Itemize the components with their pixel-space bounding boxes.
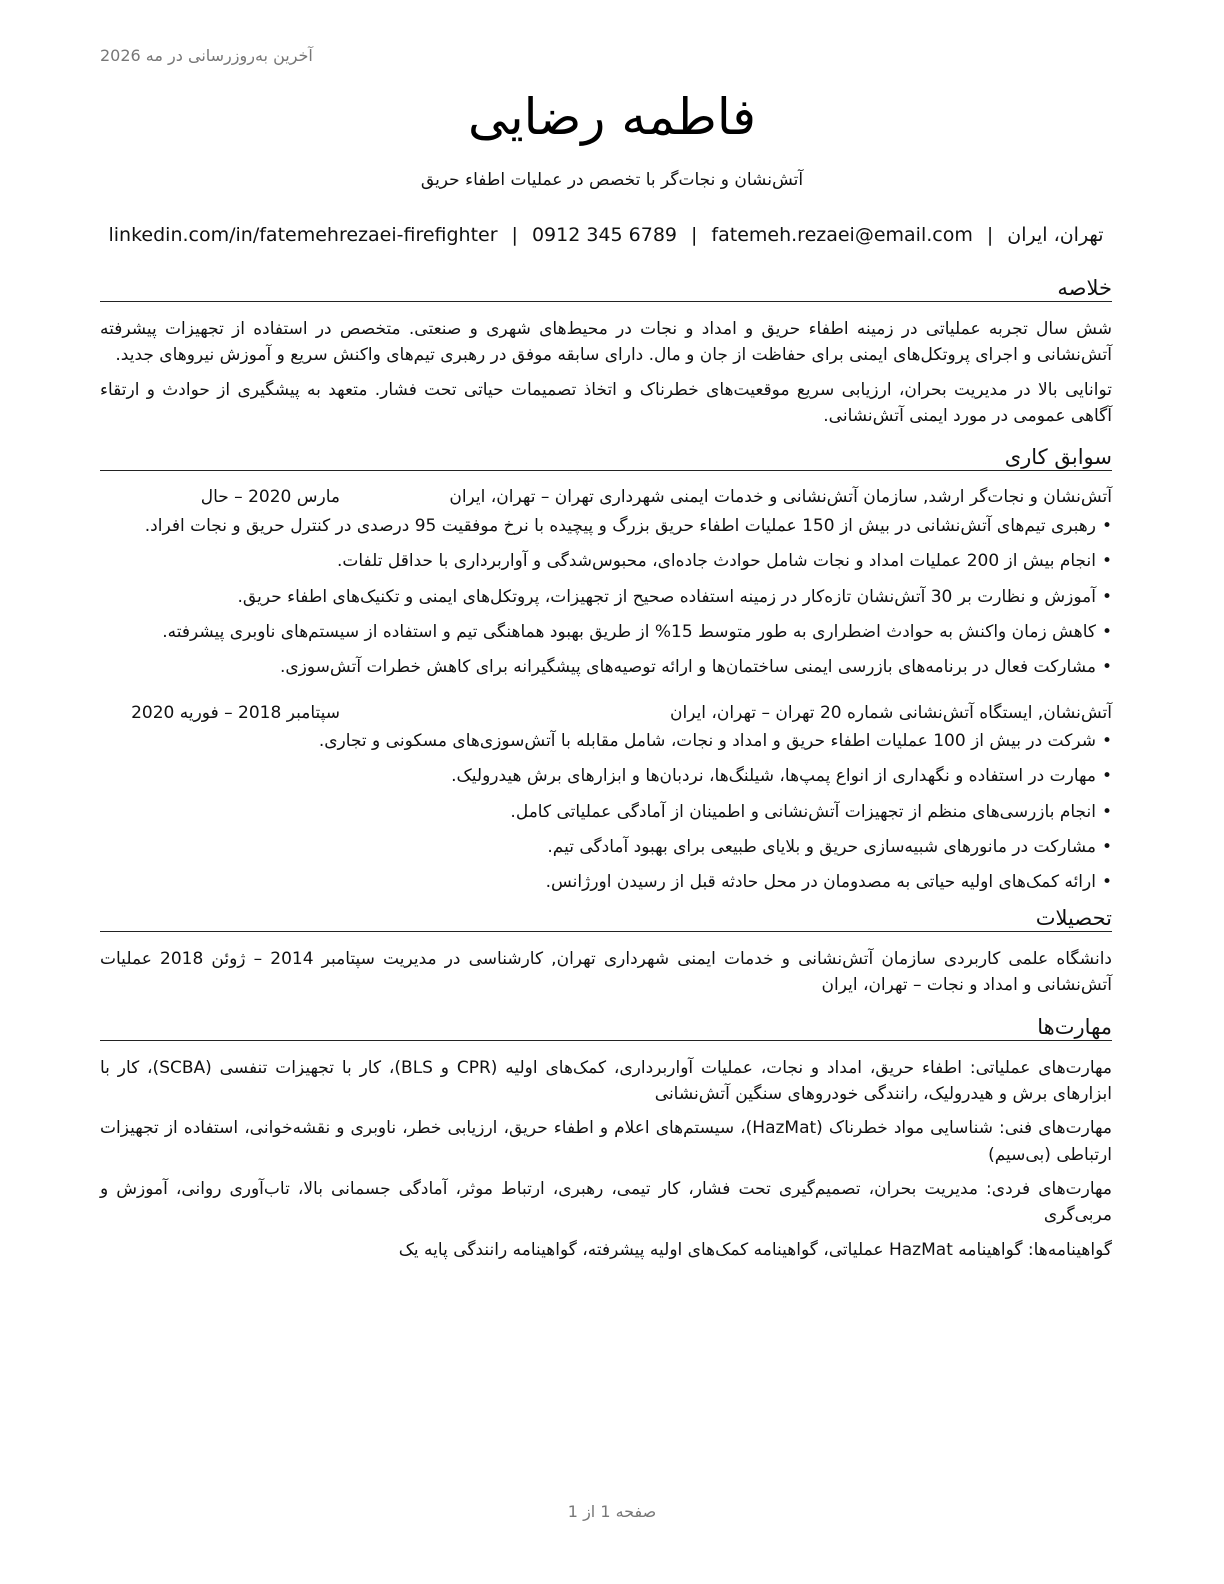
job-bullet: • مشارکت در مانورهای شبیه‌سازی حریق و بلایای طبیعی برای بهبود آمادگی تیم. [100,834,1112,860]
contact-separator: | [691,224,698,246]
contact-line [100,224,1112,246]
contact-phone[interactable]: 0912 345 6789 [531,224,678,246]
job-bullet: • آموزش و نظارت بر 30 آتش‌نشان تازه‌کار در زمینه استفاده صحیح از تجهیزات، پروتکل‌های ایمنی و تکنیک‌های اطفاء حریق. [100,584,1112,610]
candidate-name: فاطمه رضایی [468,88,756,146]
section-title-education: تحصیلات [100,906,1112,932]
job-heading-row [100,701,1112,727]
job-bullets [100,728,1112,896]
contact-linkedin[interactable]: linkedin.com/in/fatemehrezaei-firefighter [108,224,498,246]
job-heading-row [100,485,1112,511]
last-updated-note: آخرین به‌روزرسانی در مه 2026 [100,46,313,65]
job-title: آتش‌نشان, ایستگاه آتش‌نشانی شماره 20 تهران – تهران، ایران [669,702,1112,723]
section-title-skills: مهارت‌ها [100,1015,1112,1041]
job-entry [100,485,1112,680]
job-bullet: • مشارکت فعال در برنامه‌های بازرسی ایمنی ساختمان‌ها و ارائه توصیه‌های پیشگیرانه برای کاهش خطرات آتش‌سوزی. [100,654,1112,680]
job-bullet: • شرکت در بیش از 100 عملیات اطفاء حریق و امداد و نجات، شامل مقابله با آتش‌سوزی‌های مسکونی و تجاری. [100,728,1112,754]
contact-email[interactable]: fatemeh.rezaei@email.com [711,224,973,246]
contact-separator: | [986,224,994,246]
summary-paragraph: توانایی بالا در مدیریت بحران، ارزیابی سریع موقعیت‌های خطرناک و اتخاذ تصمیمات حیاتی تحت فشار. متعهد به پیشگیری از حوادث و ارتقاء آگاهی عمومی در مورد ایمنی آتش‌نشانی. [100,379,1112,427]
contact-separator: | [511,224,518,246]
skill-line: مهارت‌های فردی: مدیریت بحران، تصمیم‌گیری تحت فشار، کار تیمی، رهبری، ارتباط موثر، آمادگی جسمانی بالا، تاب‌آوری روانی، آموزش و مربی‌گری [100,1178,1112,1226]
summary-paragraph: شش سال تجربه عملیاتی در زمینه اطفاء حریق و امداد و نجات در محیط‌های شهری و صنعتی. متخصص در استفاده از تجهیزات پیشرفته آتش‌نشانی و اجرای پروتکل‌های ایمنی برای حفاظت از جان و مال. دارای سابقه موفق در رهبری تیم‌های واکنش سریع و آموزش نیروهای جدید. [100,319,1112,366]
job-bullet: • کاهش زمان واکنش به حوادث اضطراری به طور متوسط 15% از طریق بهبود هماهنگی تیم و استفاده از سیستم‌های ناوبری پیشرفته. [100,619,1112,645]
experience-section [100,445,1112,895]
section-title-summary: خلاصه [100,276,1112,302]
job-dates: مارس 2020 – حال [200,487,340,508]
skill-line: مهارت‌های فنی: شناسایی مواد خطرناک (HazMat)، سیستم‌های اعلام و اطفاء حریق، ارزیابی خطر، ناوبری و نقشه‌خوانی، استفاده از تجهیزات ارتباطی (بی‌سیم) [100,1118,1112,1165]
skill-line: مهارت‌های عملیاتی: اطفاء حریق، امداد و نجات، عملیات آواربرداری، کمک‌های اولیه (CPR و BLS)، کار با تجهیزات تنفسی (SCBA)، کار با ابزارهای برش و هیدرولیک، رانندگی خودروهای سنگین آتش‌نشانی [100,1057,1112,1104]
skills-section [100,1015,1112,1263]
section-title-experience: سوابق کاری [100,445,1112,471]
job-dates: سپتامبر 2018 – فوریه 2020 [131,702,340,723]
job-entry [100,701,1112,896]
contact-location: تهران، ایران [1007,224,1104,246]
job-bullet: • مهارت در استفاده و نگهداری از انواع پمپ‌ها، شیلنگ‌ها، نردبان‌ها و ابزارهای برش هیدرولیک. [100,763,1112,789]
summary-section [100,276,1112,429]
job-bullet: • انجام بازرسی‌های منظم از تجهیزات آتش‌نشانی و اطمینان از آمادگی عملیاتی کامل. [100,799,1112,825]
skill-line: گواهینامه‌ها: گواهینامه HazMat عملیاتی، گواهینامه کمک‌های اولیه پیشرفته، گواهینامه رانندگی پایه یک [398,1239,1112,1260]
job-bullet: • انجام بیش از 200 عملیات امداد و نجات شامل حوادث جاده‌ای، محبوس‌شدگی و آواربرداری با حداقل تلفات. [100,548,1112,574]
education-entry: دانشگاه علمی کاربردی سازمان آتش‌نشانی و خدمات ایمنی شهرداری تهران, کارشناسی در مدیریت سپتامبر 2014 – ژوئن 2018 عملیات آتش‌نشانی و امداد و نجات – تهران، ایران [100,948,1112,996]
job-bullets [100,513,1112,681]
job-title: آتش‌نشان و نجات‌گر ارشد, سازمان آتش‌نشانی و خدمات ایمنی شهرداری تهران – تهران، ایران [449,487,1112,508]
page-number: صفحه 1 از 1 [567,1502,657,1521]
job-bullet: • ارائه کمک‌های اولیه حیاتی به مصدومان در محل حادثه قبل از رسیدن اورژانس. [100,869,1112,895]
education-section [100,906,1112,999]
candidate-headline: آتش‌نشان و نجات‌گر با تخصص در عملیات اطفاء حریق [420,170,804,190]
job-bullet: • رهبری تیم‌های آتش‌نشانی در بیش از 150 عملیات اطفاء حریق بزرگ و پیچیده با نرخ موفقیت 95 درصدی در کنترل حریق و نجات افراد. [100,513,1112,539]
resume-content [100,276,1112,1271]
